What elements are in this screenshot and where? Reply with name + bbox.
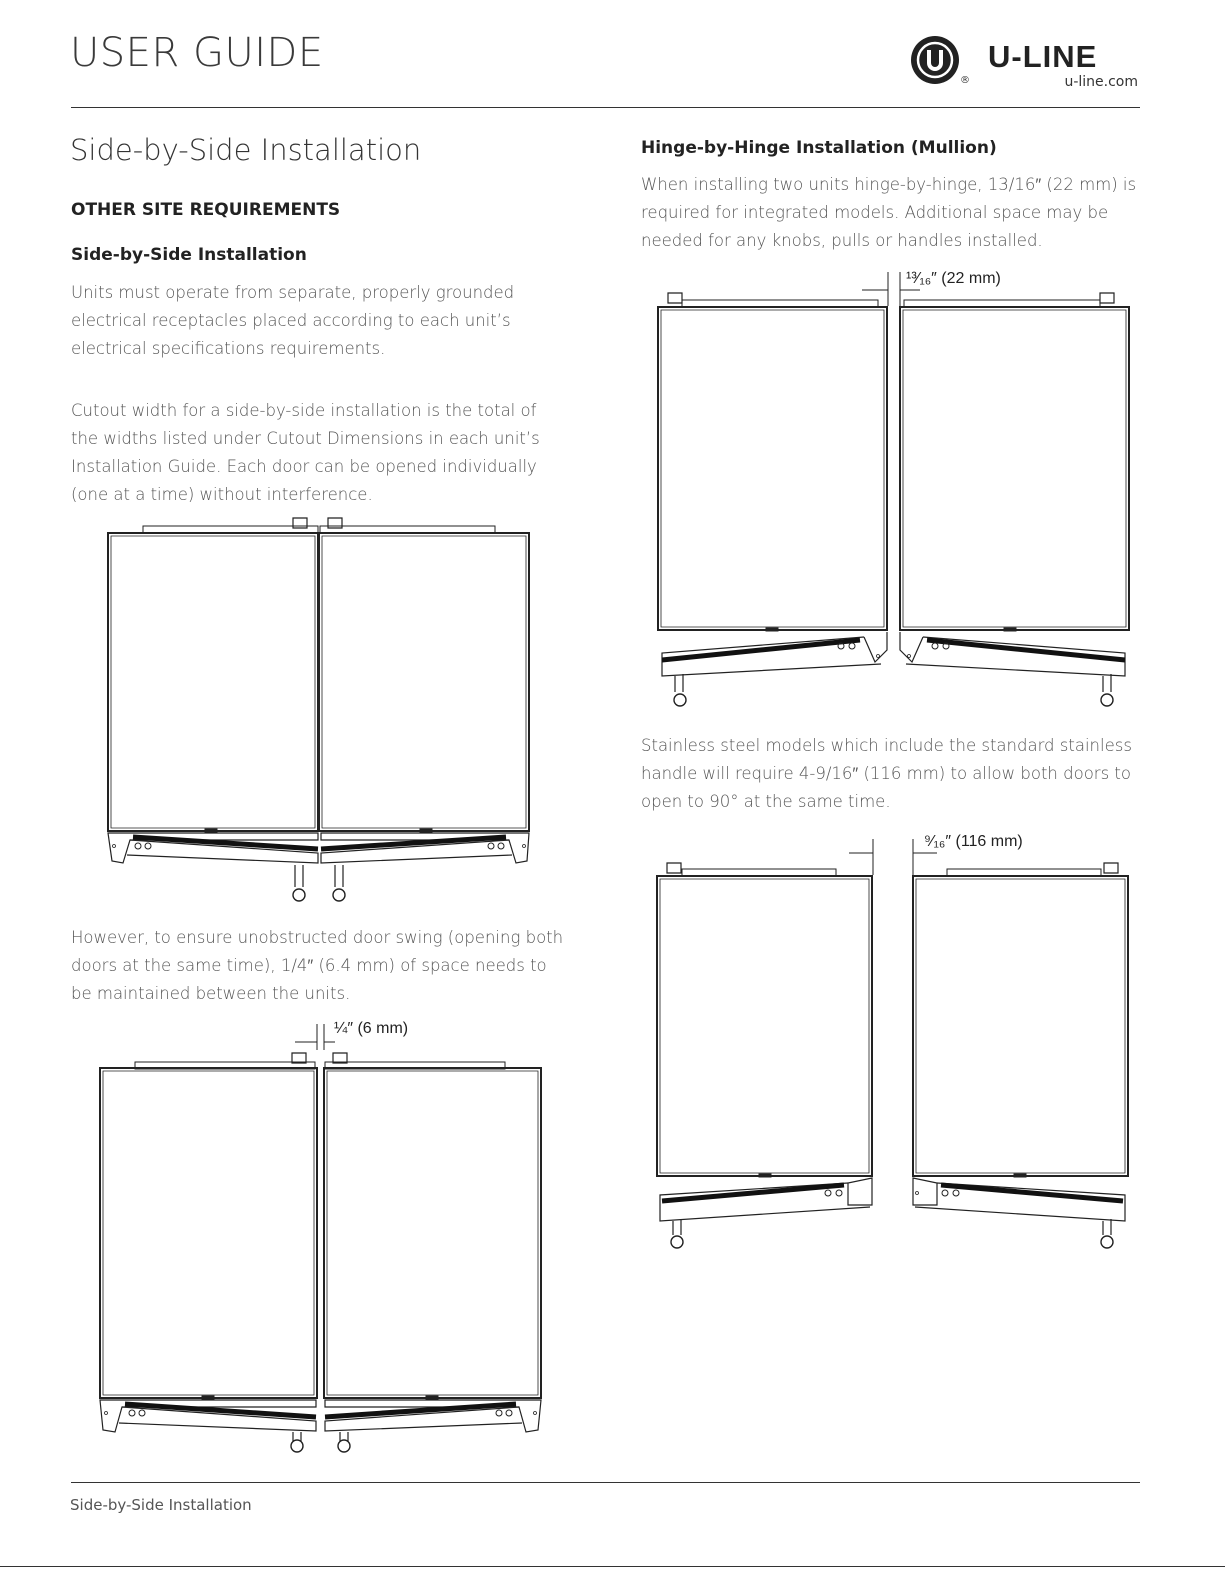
nine-sixteenths-dimension-label: ⁹⁄₁₆″ (116 mm) xyxy=(924,833,1023,850)
quarter-inch-dimension-label: ¼″ (6 mm) xyxy=(334,1020,409,1037)
u-line-logo-mark xyxy=(910,35,960,85)
hinge-by-hinge-stainless-figure xyxy=(652,833,1142,1253)
thirteen-sixteenths-dimension-label: ¹³⁄₁₆″ (22 mm) xyxy=(906,270,1001,287)
document-title: USER GUIDE xyxy=(70,30,324,76)
cutout-paragraph: Cutout width for a side-by-side installation is the total of the widths listed under Cutout Dimensions in each unit’s Installation Guide. Each door can be opened individually (one at a time) without interference. xyxy=(71,401,540,504)
site-requirements-heading: OTHER SITE REQUIREMENTS xyxy=(71,200,341,220)
page-bottom-edge xyxy=(0,1566,1225,1567)
footer-section-label: Side-by-Side Installation xyxy=(70,1496,252,1514)
hinge-by-hinge-integrated-figure xyxy=(652,270,1142,710)
hinge-paragraph: When installing two units hinge-by-hinge, 13/16″ (22 mm) is required for integrated models. Additional space may be needed for any knobs, pulls or handles installed. xyxy=(641,175,1137,250)
brand-wordmark: U-LINE xyxy=(988,39,1098,74)
footer-divider xyxy=(71,1482,1140,1483)
header-divider xyxy=(71,107,1140,108)
door-swing-paragraph: However, to ensure unobstructed door swing (opening both doors at the same time), 1/4″ (6.4 mm) of space needs to be maintained between the units. xyxy=(71,928,564,1003)
brand-website: u-line.com xyxy=(1064,74,1138,90)
electrical-paragraph: Units must operate from separate, properly grounded electrical receptacles placed according to each unit’s electrical specifications requirements. xyxy=(71,283,515,358)
side-by-side-figure xyxy=(100,515,540,905)
side-by-side-heading: Side-by-Side Installation xyxy=(71,245,307,265)
hinge-by-hinge-heading: Hinge-by-Hinge Installation (Mullion) xyxy=(641,138,997,158)
quarter-inch-gap-figure xyxy=(95,1020,555,1460)
brand-logo xyxy=(910,35,1140,95)
section-title: Side-by-Side Installation xyxy=(70,133,422,167)
stainless-paragraph: Stainless steel models which include the standard stainless handle will require 4-9/16″ (116 mm) to allow both doors to open to 90° at the same time. xyxy=(641,736,1132,811)
registered-mark: ® xyxy=(960,75,970,86)
